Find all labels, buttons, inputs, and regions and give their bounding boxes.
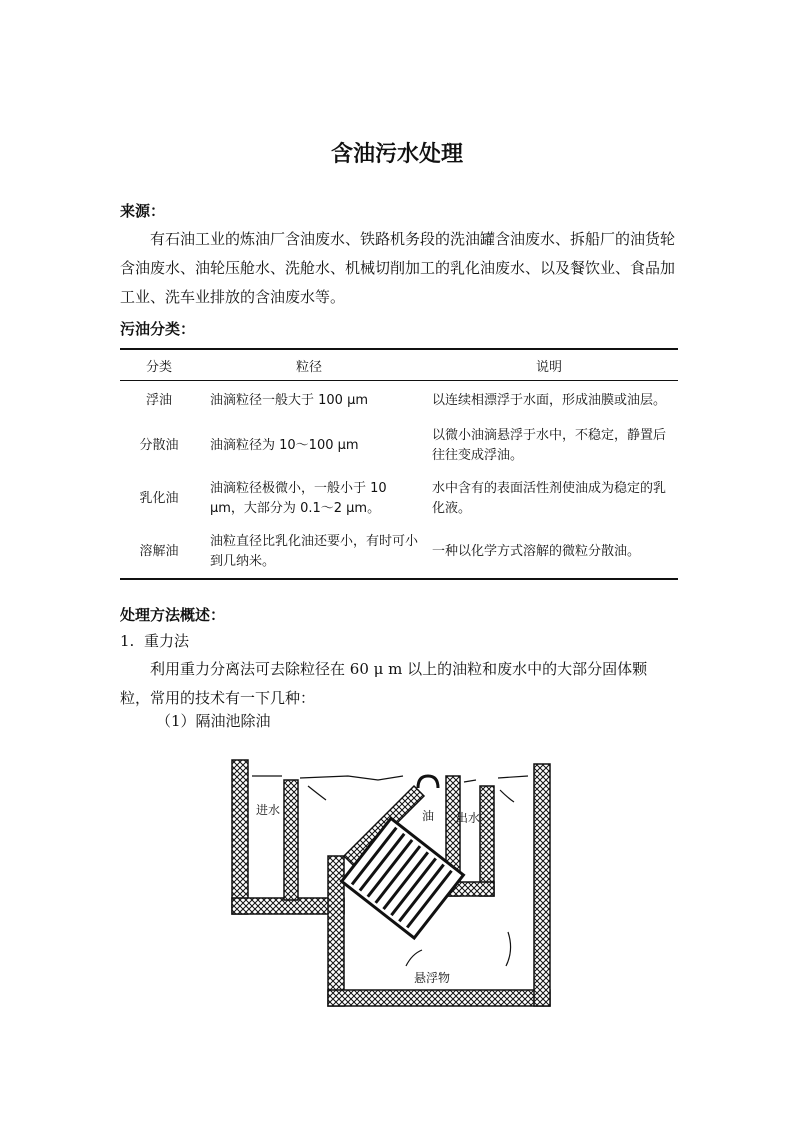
cell-desc: 以连续相漂浮于水面，形成油膜或油层。 <box>432 392 667 408</box>
oil-classification-table <box>120 348 678 580</box>
col-header-desc: 说明 <box>535 359 562 375</box>
cell-desc: 水中含有的表面活性剂使油成为稳定的乳化液。 <box>432 480 667 516</box>
cell-type: 乳化油 <box>139 490 179 506</box>
list-label: 重力法 <box>144 632 190 650</box>
sub-item-separator-tank: （1）隔油池除油 <box>156 712 271 730</box>
cell-type: 溶解油 <box>139 544 179 559</box>
col-header-type: 分类 <box>145 359 172 375</box>
cell-desc: 一种以化学方式溶解的微粒分散油。 <box>432 544 641 559</box>
page-title: 含油污水处理 <box>330 142 463 167</box>
table-header-row <box>120 349 678 381</box>
list-number: 1. <box>120 632 135 650</box>
label-inlet: 进水 <box>256 803 281 817</box>
cell-type: 分散油 <box>139 437 179 453</box>
sediment-arrow <box>406 950 422 966</box>
method-item-gravity <box>120 630 189 651</box>
classification-heading: 污油分类： <box>120 320 196 338</box>
table-row <box>120 471 678 527</box>
source-text: 有石油工业的炼油厂含油废水、铁路机务段的洗油罐含油废水、拆船厂的油货轮含油废水、油轮压舱水、洗舱水、机械切削加工的乳化油废水、以及餐饮业、食品加工业、洗车业排放的含油废水等。 <box>120 230 676 306</box>
cell-type: 浮油 <box>145 392 172 408</box>
table-row <box>120 381 678 421</box>
label-sediment: 悬浮物 <box>414 971 451 985</box>
methods-heading: 处理方法概述： <box>120 606 226 624</box>
col-header-size: 粒径 <box>295 359 322 375</box>
cell-desc: 以微小油滴悬浮于水中，不稳定，静置后往往变成浮油。 <box>432 427 667 463</box>
label-outlet: 出水 <box>456 811 481 825</box>
gravity-text: 利用重力分离法可去除粒径在 60 μ m 以上的油粒和废水中的大部分固体颗粒，常用的技术有一下几种： <box>120 660 648 707</box>
cell-size: 油滴粒径为 10～100 μm <box>210 437 359 453</box>
cell-size: 油滴粒径一般大于 100 μm <box>210 392 369 408</box>
inclined-plate-pack <box>342 818 464 938</box>
table-row <box>120 527 678 579</box>
source-heading: 来源： <box>120 202 166 220</box>
label-oil: 油 <box>422 809 435 823</box>
source-paragraph <box>120 225 676 312</box>
cell-size: 油粒直径比乳化油还要小，有时可小到几纳米。 <box>210 534 419 569</box>
oil-separator-diagram <box>228 756 558 1025</box>
cell-size: 油滴粒径极微小，一般小于 10 μm，大部分为 0.1～2 μm。 <box>210 480 387 516</box>
gravity-paragraph <box>120 655 676 713</box>
table-row <box>120 421 678 471</box>
oil-pipe <box>418 776 438 788</box>
